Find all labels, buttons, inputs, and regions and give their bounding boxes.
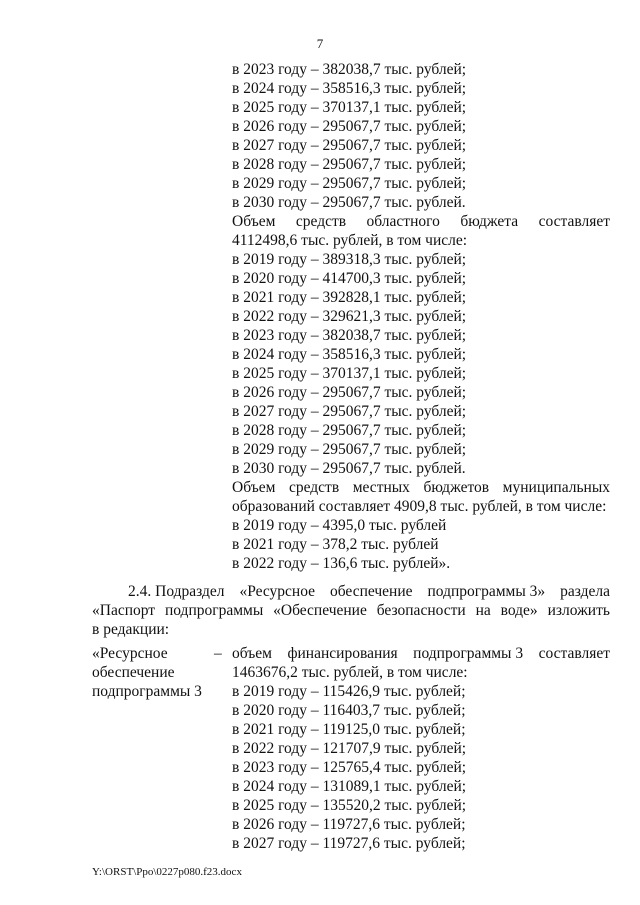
text-line: в 2029 году – 295067,7 тыс. рублей; [232,441,467,458]
word: 2.4. Подраздел [128,583,225,600]
word: местных [352,479,410,496]
section-2-4-line1 [128,582,610,601]
word: изложить [547,602,610,619]
text-line: в 2029 году – 295067,7 тыс. рублей; [232,175,467,192]
text-line: в 2030 году – 295067,7 тыс. рублей. [232,460,466,477]
text-line: в 2026 году – 119727,6 тыс. рублей; [232,816,466,833]
table-left-line: подпрограммы 3 [92,683,202,700]
word: составляет [538,213,610,230]
word: Объем [232,213,276,230]
text-line: в 2020 году – 414700,3 тыс. рублей; [232,270,467,287]
text-line: в 2027 году – 295067,7 тыс. рублей; [232,403,467,420]
table-left-line: обеспечение [92,664,175,681]
word: средств [295,213,347,230]
text-line: в 2028 году – 295067,7 тыс. рублей; [232,422,467,439]
text-line: в 2024 году – 131089,1 тыс. рублей; [232,778,467,795]
word: обеспечение [330,583,413,600]
text-line: в 2025 году – 370137,1 тыс. рублей; [232,99,467,116]
text-line: в 2022 году – 121707,9 тыс. рублей; [232,740,467,757]
text-line: в 2019 году – 389318,3 тыс. рублей; [232,251,467,268]
text-line: 1463676,2 тыс. рублей, в том числе: [232,664,468,681]
text-line: в 2022 году – 329621,3 тыс. рублей; [232,308,467,325]
file-path-footer: Y:\ORST\Ppo\0227p080.f23.docx [92,866,242,878]
word: подпрограммы [164,602,264,619]
regional-budget-heading [232,212,610,231]
text-line: в 2028 году – 295067,7 тыс. рублей; [232,156,467,173]
word: объем [232,645,272,662]
text-line: в 2019 году – 115426,9 тыс. рублей; [232,683,466,700]
word: бюджета [460,213,519,230]
text-line: в 2023 году – 125765,4 тыс. рублей; [232,759,467,776]
table-left-cell [92,644,222,701]
text-line: в 2021 году – 119125,0 тыс. рублей; [232,721,466,738]
text-line: 4112498,6 тыс. рублей, в том числе: [232,232,468,249]
text-line: в 2025 году – 135520,2 тыс. рублей; [232,797,467,814]
text-line: в 2022 году – 136,6 тыс. рублей». [232,555,451,572]
text-line: в 2024 году – 358516,3 тыс. рублей; [232,80,467,97]
word: финансирования [287,645,398,662]
word: бюджетов [423,479,490,496]
word: «Паспорт [92,602,156,619]
word: воде» [500,602,538,619]
word: средств [288,479,340,496]
word: подпрограммы 3 [413,645,524,662]
word: раздела [560,583,610,600]
word: муниципальных [502,479,610,496]
table-left-line: «Ресурсное [92,645,168,662]
word: на [475,602,491,619]
text-line: в 2023 году – 382038,7 тыс. рублей; [232,327,467,344]
text-line: в 2027 году – 295067,7 тыс. рублей; [232,137,467,154]
word: Объем [232,479,276,496]
word: «Обеспечение [273,602,367,619]
text-line: в 2026 году – 295067,7 тыс. рублей; [232,118,467,135]
word: «Ресурсное [239,583,316,600]
section-2-4-line3: в редакции: [92,621,170,638]
word: составляет [538,645,610,662]
section-2-4-line2 [92,601,610,620]
table-right-heading [232,644,610,663]
word: подпрограммы 3» [427,583,546,600]
text-line: в 2026 году – 295067,7 тыс. рублей; [232,384,467,401]
text-line: в 2021 году – 378,2 тыс. рублей [232,536,439,553]
text-line: в 2021 году – 392828,1 тыс. рублей; [232,289,467,306]
text-line: в 2030 году – 295067,7 тыс. рублей. [232,194,466,211]
text-line: в 2027 году – 119727,6 тыс. рублей; [232,835,466,852]
text-line: в 2023 году – 382038,7 тыс. рублей; [232,61,467,78]
page-number: 7 [316,36,324,51]
table-dash: – [214,645,222,662]
text-line: в 2020 году – 116403,7 тыс. рублей; [232,702,466,719]
text-line: образований составляет 4909,8 тыс. рублей, в том числе: [232,498,607,515]
word: областного [366,213,440,230]
text-line: в 2024 году – 358516,3 тыс. рублей; [232,346,467,363]
word: безопасности [376,602,466,619]
local-budget-heading [232,478,610,497]
text-line: в 2025 году – 370137,1 тыс. рублей; [232,365,467,382]
text-line: в 2019 году – 4395,0 тыс. рублей [232,517,447,534]
